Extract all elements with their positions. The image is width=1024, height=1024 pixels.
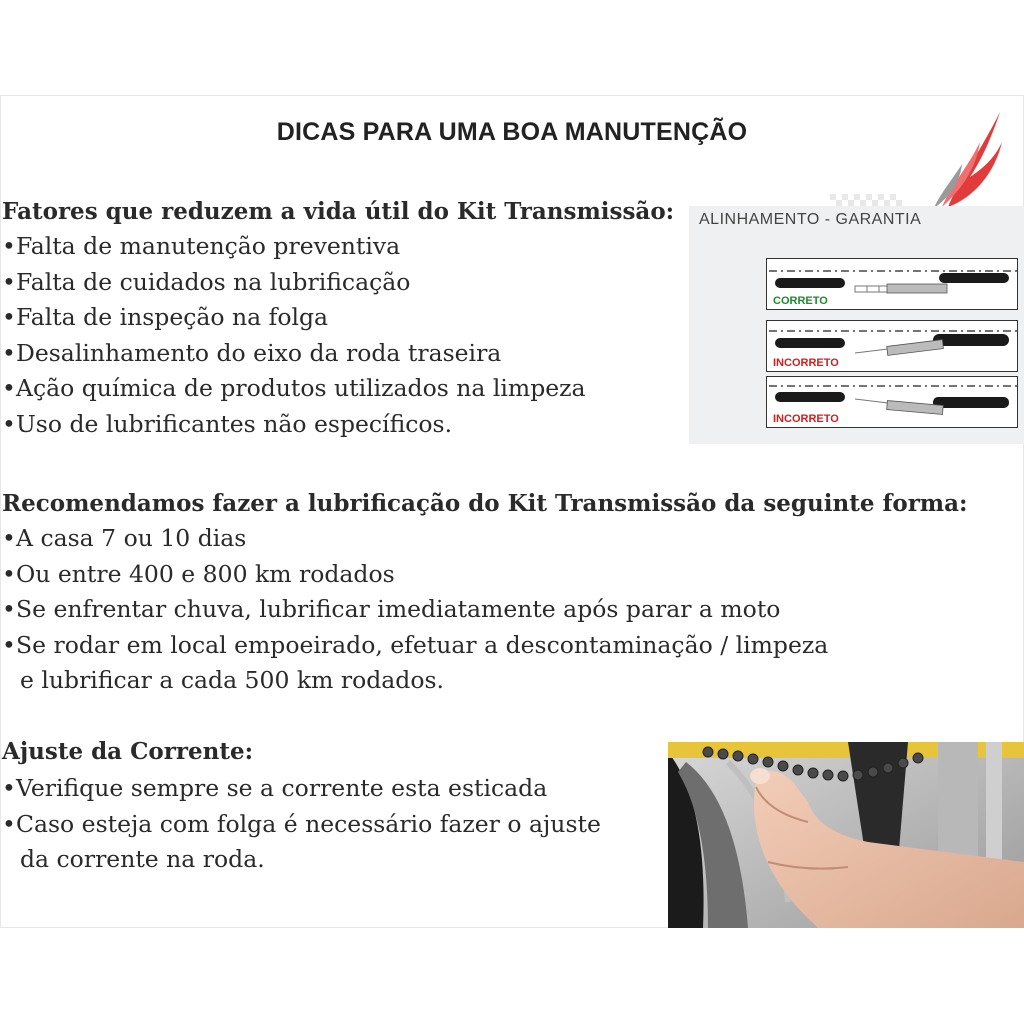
- alignment-title: ALINHAMENTO - GARANTIA: [699, 211, 922, 228]
- chain-adjustment-list: [2, 771, 601, 878]
- bullet: •: [2, 303, 16, 331]
- bullet: •: [2, 409, 16, 438]
- list-item: •Se enfrentar chuva, lubrificar imediatamente após parar a moto: [2, 592, 828, 628]
- page-title: DICAS PARA UMA BOA MANUTENÇÃO: [276, 118, 748, 146]
- list-item: •Ação química de produtos utilizados na limpeza: [2, 371, 586, 407]
- list-item: •Caso esteja com folga é necessário fazer o ajuste: [2, 807, 601, 843]
- heading-factors: Fatores que reduzem a vida útil do Kit Transmissão:: [2, 198, 675, 225]
- list-item-continuation: e lubrificar a cada 500 km rodados.: [20, 666, 445, 694]
- bullet: •: [2, 630, 16, 659]
- alignment-diagram: [689, 206, 1024, 444]
- bullet: •: [2, 232, 16, 260]
- list-item-continuation: da corrente na roda.: [20, 845, 265, 873]
- recommendations-list: [2, 521, 828, 699]
- bullet: •: [2, 774, 16, 802]
- bullet: •: [2, 595, 16, 623]
- alignment-panel-incorrect-1: [766, 320, 1018, 372]
- bullet: •: [2, 559, 16, 588]
- alignment-label: INCORRETO: [773, 413, 839, 425]
- list-item: •Se rodar em local empoeirado, efetuar a descontaminação / limpeza: [2, 628, 828, 664]
- bullet: •: [2, 524, 16, 552]
- bullet: •: [2, 267, 16, 296]
- factors-list: [2, 229, 586, 442]
- alignment-label: CORRETO: [773, 295, 828, 307]
- heading-recommendations: Recomendamos fazer a lubrificação do Kit Transmissão da seguinte forma:: [2, 490, 968, 517]
- alignment-panel-correct: [766, 258, 1018, 310]
- list-item: •Verifique sempre se a corrente esta esticada: [2, 771, 601, 807]
- list-item: •Falta de cuidados na lubrificação: [2, 265, 586, 301]
- list-item: •A casa 7 ou 10 dias: [2, 521, 828, 557]
- alignment-panel-incorrect-2: [766, 376, 1018, 428]
- list-item: •Desalinhamento do eixo da roda traseira: [2, 336, 586, 372]
- list-item: •Uso de lubrificantes não específicos.: [2, 407, 586, 443]
- heading-chain-adjustment: Ajuste da Corrente:: [2, 738, 254, 765]
- list-item: •Falta de inspeção na folga: [2, 300, 586, 336]
- list-item: •Falta de manutenção preventiva: [2, 229, 586, 265]
- bullet: •: [2, 374, 16, 402]
- list-item: •Ou entre 400 e 800 km rodados: [2, 557, 828, 593]
- bullet: •: [2, 809, 16, 838]
- chain-adjustment-photo: [668, 742, 1024, 928]
- bullet: •: [2, 338, 16, 367]
- alignment-label: INCORRETO: [773, 357, 839, 369]
